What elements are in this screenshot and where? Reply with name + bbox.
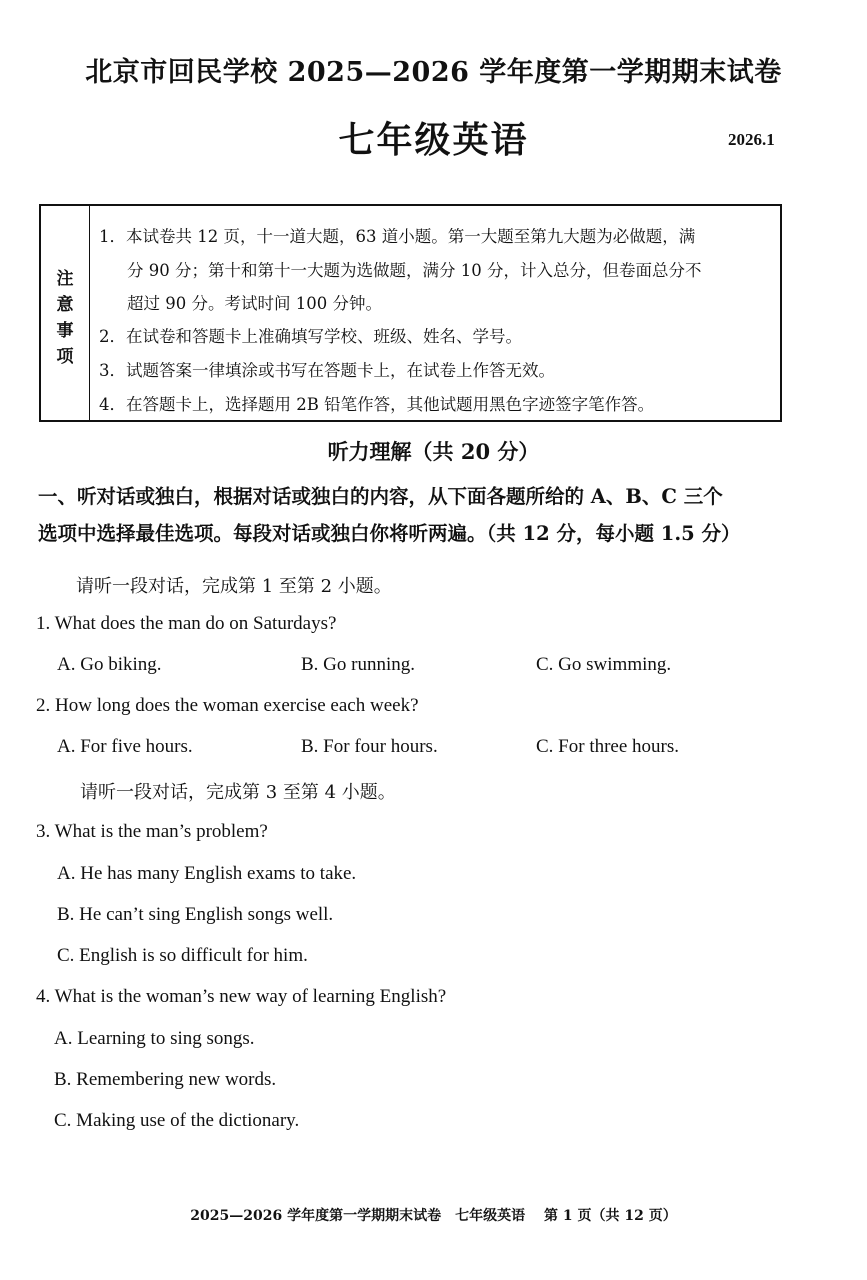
notice-box <box>39 204 782 422</box>
question-4-option-c: C. Making use of the dictionary. <box>54 1110 300 1131</box>
question-3-option-b: B. He can’t sing English songs well. <box>57 904 334 925</box>
notice-label-char: 注 <box>56 269 74 289</box>
question-4-option-b: B. Remembering new words. <box>54 1069 277 1090</box>
notice-line: 3．试题答案一律填涂或书写在答题卡上，在试卷上作答无效。 <box>99 361 555 380</box>
exam-date: 2026.1 <box>728 130 775 149</box>
question-4: 4. What is the woman’s new way of learning English? <box>36 986 447 1007</box>
school-exam-title: 北京市回民学校 2025—2026 学年度第一学期期末试卷 <box>85 57 782 88</box>
question-3: 3. What is the man’s problem? <box>36 821 268 842</box>
notice-line: 1．本试卷共 12 页，十一道大题，63 道小题。第一大题至第九大题为必做题，满 <box>99 227 696 246</box>
question-1-option-a: A. Go biking. <box>57 654 162 675</box>
notice-label-char: 项 <box>56 347 74 367</box>
section-title: 听力理解（共 20 分） <box>327 439 540 464</box>
question-1-option-b: B. Go running. <box>301 654 415 675</box>
group-instruction: 请听一段对话，完成第 3 至第 4 小题。 <box>80 782 396 803</box>
question-1-option-c: C. Go swimming. <box>536 654 672 675</box>
question-4-option-a: A. Learning to sing songs. <box>54 1028 255 1049</box>
notice-label-char: 意 <box>56 295 74 315</box>
question-3-option-c: C. English is so difficult for him. <box>57 945 308 966</box>
question-2-option-c: C. For three hours. <box>536 736 680 757</box>
question-2-option-a: A. For five hours. <box>57 736 193 757</box>
question-1: 1. What does the man do on Saturdays? <box>36 613 337 634</box>
notice-side-label <box>41 206 90 420</box>
question-3-option-a: A. He has many English exams to take. <box>57 863 357 884</box>
notice-line: 4．在答题卡上，选择题用 2B 铅笔作答，其他试题用黑色字迹签字笔作答。 <box>99 395 655 414</box>
notice-label-char: 事 <box>56 321 74 341</box>
section-instruction: 一、听对话或独白，根据对话或独白的内容，从下面各题所给的 A、B、C 三个 <box>38 485 723 508</box>
notice-line: 超过 90 分。考试时间 100 分钟。 <box>127 294 382 313</box>
notice-line: 分 90 分；第十和第十一大题为选做题，满分 10 分，计入总分，但卷面总分不 <box>127 261 702 280</box>
subject-title: 七年级英语 <box>338 119 529 161</box>
section-instruction: 选项中选择最佳选项。每段对话或独白你将听两遍。（共 12 分，每小题 1.5 分） <box>38 522 741 545</box>
group-instruction: 请听一段对话，完成第 1 至第 2 小题。 <box>76 576 392 597</box>
question-2: 2. How long does the woman exercise each week? <box>36 695 419 716</box>
notice-line: 2．在试卷和答题卡上准确填写学校、班级、姓名、学号。 <box>99 327 522 346</box>
page-footer: 2025—2026 学年度第一学期期末试卷 七年级英语 第 1 页（共 12 页） <box>190 1208 677 1224</box>
question-2-option-b: B. For four hours. <box>301 736 438 757</box>
